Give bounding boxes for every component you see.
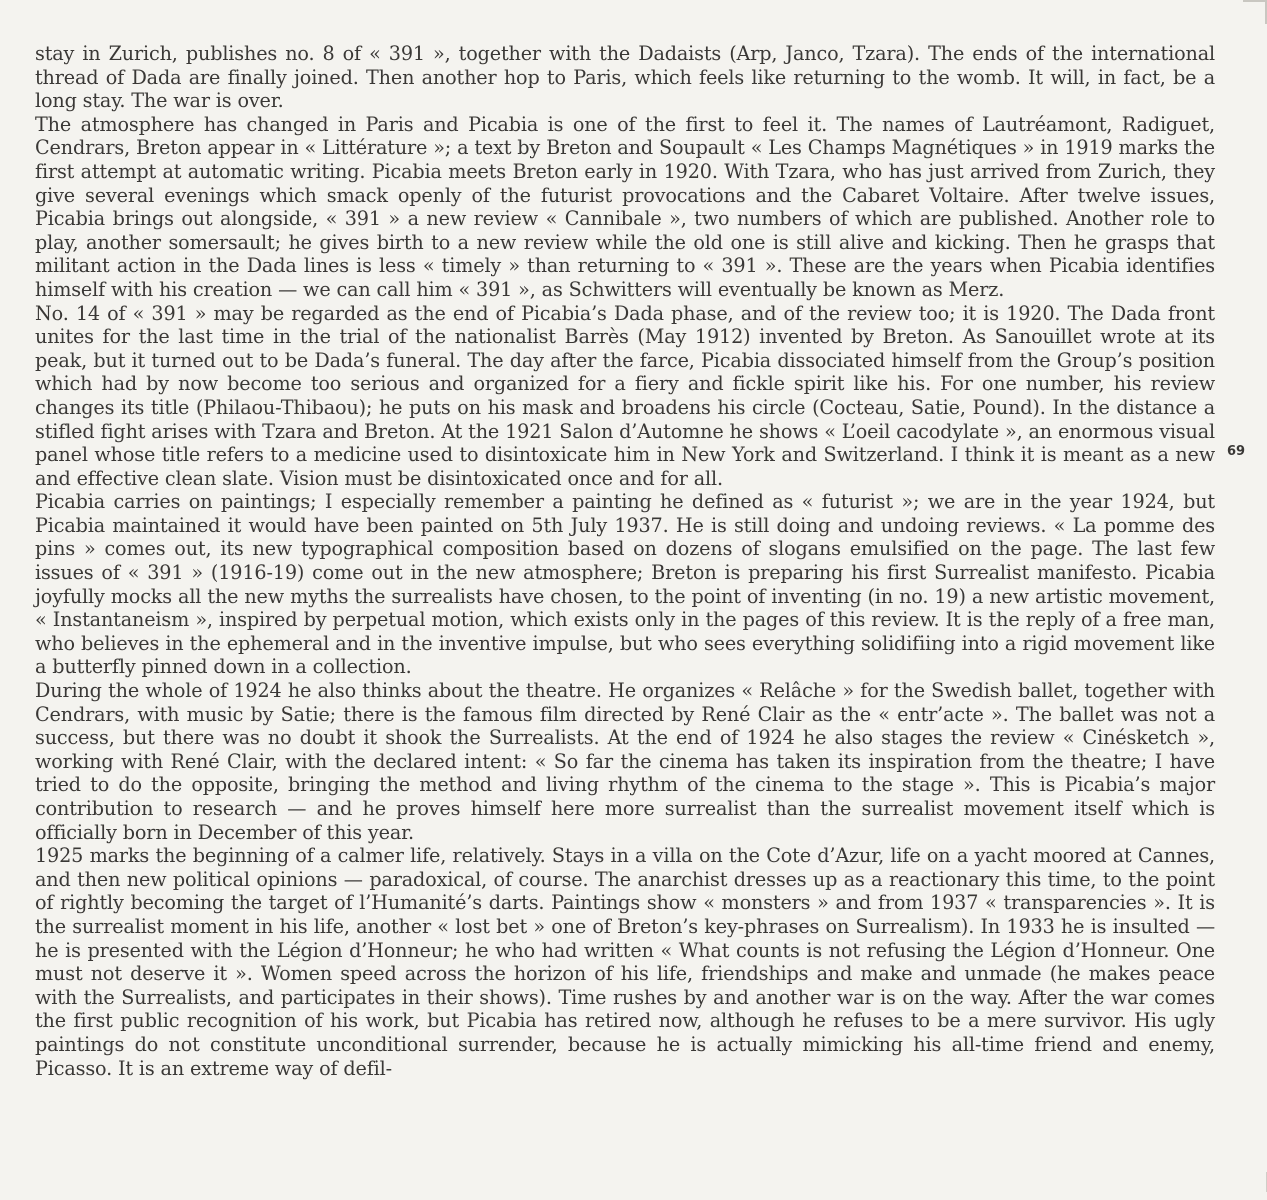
paragraph: 1925 marks the beginning of a calmer life, relatively. Stays in a villa on the Cote d’Azur, life on a yacht moored at Cannes, and then new political opinions — paradoxical, of course. The anarchist dresses up as a reactionary this time, to the point of rightly becoming the target of l’Humanité’s darts. Paintings show « monsters » and from 1937 « transparencies ». It is the surrealist moment in his life, another « lost bet » one of Breton’s key-phrases on Surrealism). In 1933 he is insulted — he is presented with the Légion d’Honneur; he who had written « What counts is not refusing the Légion d’Honneur. One must not deserve it ». Women speed across the horizon of his life, friendships and make and unmade (he makes peace with the Surrealists, and participates in their shows). Time rushes by and another war is on the way. After the war comes the first public recognition of his work, but Picabia has retired now, although he refuses to be a mere survivor. His ugly paintings do not constitute unconditional surrender, because he is actually mimicking his all-time friend and enemy, Picasso. It is an extreme way of defil- — [35, 844, 1215, 1080]
paragraph: stay in Zurich, publishes no. 8 of « 391 », together with the Dadaists (Arp, Janco, Tzara). The ends of the international thread of Dada are finally joined. Then another hop to Paris, which feels like returning to the womb. It will, in fact, be a long stay. The war is over. — [35, 42, 1215, 113]
body-text — [35, 42, 1215, 1080]
paragraph: No. 14 of « 391 » may be regarded as the end of Picabia’s Dada phase, and of the review too; it is 1920. The Dada front unites for the last time in the trial of the nationalist Barrès (May 1912) invented by Breton. As Sanouillet wrote at its peak, but it turned out to be Dada’s funeral. The day after the farce, Picabia dissociated himself from the Group’s position which had by now become too serious and organized for a fiery and fickle spirit like his. For one number, his review changes its title (Philaou-Thibaou); he puts on his mask and broadens his circle (Cocteau, Satie, Pound). In the distance a stifled fight arises with Tzara and Breton. At the 1921 Salon d’Automne he shows « L’oeil cacodylate », an enormous visual panel whose title refers to a medicine used to disintoxicate him in New York and Switzerland. I think it is meant as a new and effective clean slate. Vision must be disintoxicated once and for all. — [35, 301, 1215, 490]
corner-crop-mark — [1243, 0, 1267, 24]
paragraph: Picabia carries on paintings; I especially remember a painting he defined as « futurist »; we are in the year 1924, but Picabia maintained it would have been painted on 5th July 1937. He is still doing and undoing reviews. « La pomme des pins » comes out, its new typographical composition based on dozens of slogans emulsified on the page. The last few issues of « 391 » (1916-19) come out in the new atmosphere; Breton is preparing his first Surrealist manifesto. Picabia joyfully mocks all the new myths the surrealists have chosen, to the point of inventing (in no. 19) a new artistic movement, « Instantaneism », inspired by perpetual motion, which exists only in the pages of this review. It is the reply of a free man, who believes in the ephemeral and in the inventive impulse, but who sees everything solidifiing into a rigid movement like a butterfly pinned down in a collection. — [35, 490, 1215, 679]
paragraph: During the whole of 1924 he also thinks about the theatre. He organizes « Relâche » for the Swedish ballet, together with Cendrars, with music by Satie; there is the famous film directed by René Clair as the « entr’acte ». The ballet was not a success, but there was no doubt it shook the Surrealists. At the end of 1924 he also stages the review « Cinésketch », working with René Clair, with the declared intent: « So far the cinema has taken its inspiration from the theatre; I have tried to do the opposite, bringing the method and living rhythm of the cinema to the stage ». This is Picabia’s major contribution to research — and he proves himself here more surrealist than the surrealist movement itself which is officially born in December of this year. — [35, 679, 1215, 844]
page-number: 69 — [1227, 444, 1246, 459]
edge-mark — [1246, 1172, 1267, 1192]
paragraph: The atmosphere has changed in Paris and Picabia is one of the first to feel it. The names of Lautréamont, Radiguet, Cendrars, Breton appear in « Littérature »; a text by Breton and Soupault « Les Champs Magnétiques » in 1919 marks the first attempt at automatic writing. Picabia meets Breton early in 1920. With Tzara, who has just arrived from Zurich, they give several evenings which smack openly of the futurist provocations and the Cabaret Voltaire. After twelve issues, Picabia brings out alongside, « 391 » a new review « Cannibale », two numbers of which are published. Another role to play, another somersault; he gives birth to a new review while the old one is still alive and kicking. Then he grasps that militant action in the Dada lines is less « timely » than returning to « 391 ». These are the years when Picabia identifies himself with his creation — we can call him « 391 », as Schwitters will eventually be known as Merz. — [35, 112, 1215, 301]
